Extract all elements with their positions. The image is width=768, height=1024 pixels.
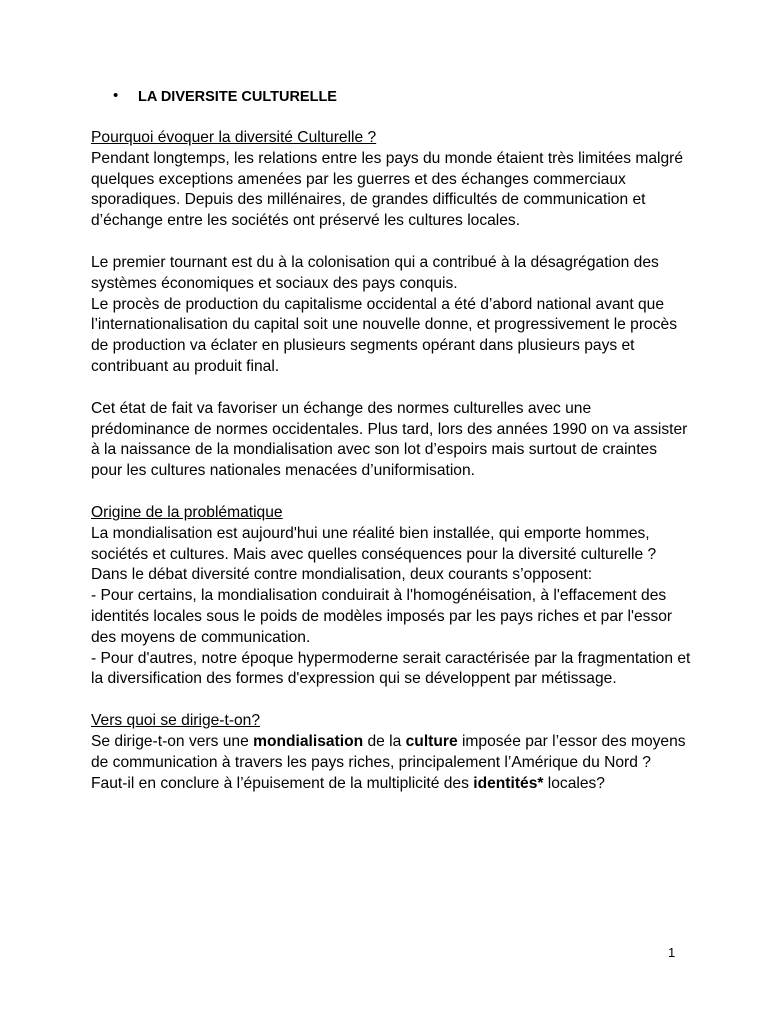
- paragraph: Cet état de fait va favoriser un échange des normes culturelles avec une prédominance de normes occidentales. Plus tard, lors des années 1990 on va assister à la naissance de la mondialisation avec son lot d’espoirs mais surtout de craintes pour les cultures nationales menacées d’uniformisation.: [91, 399, 688, 480]
- section-direction: [91, 711, 691, 794]
- title-row: [91, 86, 691, 108]
- section-origin: [91, 503, 691, 690]
- text-run: Se dirige-t-on vers une: [91, 732, 254, 750]
- text-run: locales?: [543, 774, 605, 792]
- paragraph: Le procès de production du capitalisme occidental a été d’abord national avant que l’internationalisation du capital soit une nouvelle donne, et progressivement le procès de production va éclater en plusieurs segments opérant dans plusieurs pays et contribuant au produit final.: [91, 295, 677, 375]
- section-heading-direction: Vers quoi se dirige-t-on?: [91, 712, 261, 730]
- document-body: [91, 86, 691, 815]
- text-run: imposée par l’essor des moyens de communication à travers les pays riches, principalement l’Amérique du Nord ? Faut-il en conclure à l’épuisement de la multiplicité des: [91, 732, 686, 792]
- bold-term-identites: identités*: [473, 774, 544, 792]
- paragraph: La mondialisation est aujourd'hui une réalité bien installée, qui emporte hommes, sociétés et cultures. Mais avec quelles conséquences pour la diversité culturelle ?: [91, 524, 657, 563]
- page-number: 1: [668, 945, 676, 960]
- paragraph: Pendant longtemps, les relations entre les pays du monde étaient très limitées malgré quelques exceptions amenées par les guerres et des échanges commerciaux sporadiques. Depuis des millénaires, de grandes difficultés de communication et d’échange entre les sociétés ont préservé les cultures locales.: [91, 149, 684, 230]
- bold-term-mondialisation: mondialisation: [253, 732, 364, 750]
- paragraph: - Pour certains, la mondialisation conduirait à l'homogénéisation, à l'effacement des identités locales sous le poids de modèles imposés par les pays riches et par l'essor des moyens de communication.: [91, 587, 673, 646]
- section-colonisation: [91, 253, 691, 378]
- section-heading-origin: Origine de la problématique: [91, 503, 283, 521]
- paragraph: Dans le débat diversité contre mondialisation, deux courants s’opposent:: [91, 566, 593, 584]
- text-run: de la: [363, 732, 406, 750]
- paragraph-mixed: [91, 732, 691, 794]
- bold-term-culture: culture: [405, 732, 458, 750]
- section-heading-why: Pourquoi évoquer la diversité Culturelle ?: [91, 129, 377, 146]
- section-cultural-exchange: [91, 399, 691, 482]
- paragraph: Le premier tournant est du à la colonisation qui a contribué à la désagrégation des systèmes économiques et sociaux des pays conquis.: [91, 253, 659, 292]
- paragraph: - Pour d'autres, notre époque hypermoderne serait caractérisée par la fragmentation et la diversification des formes d'expression qui se développent par métissage.: [91, 649, 691, 688]
- bullet-icon: •: [113, 87, 119, 104]
- document-title: LA DIVERSITE CULTURELLE: [138, 89, 337, 105]
- section-why-diversity: [91, 128, 691, 232]
